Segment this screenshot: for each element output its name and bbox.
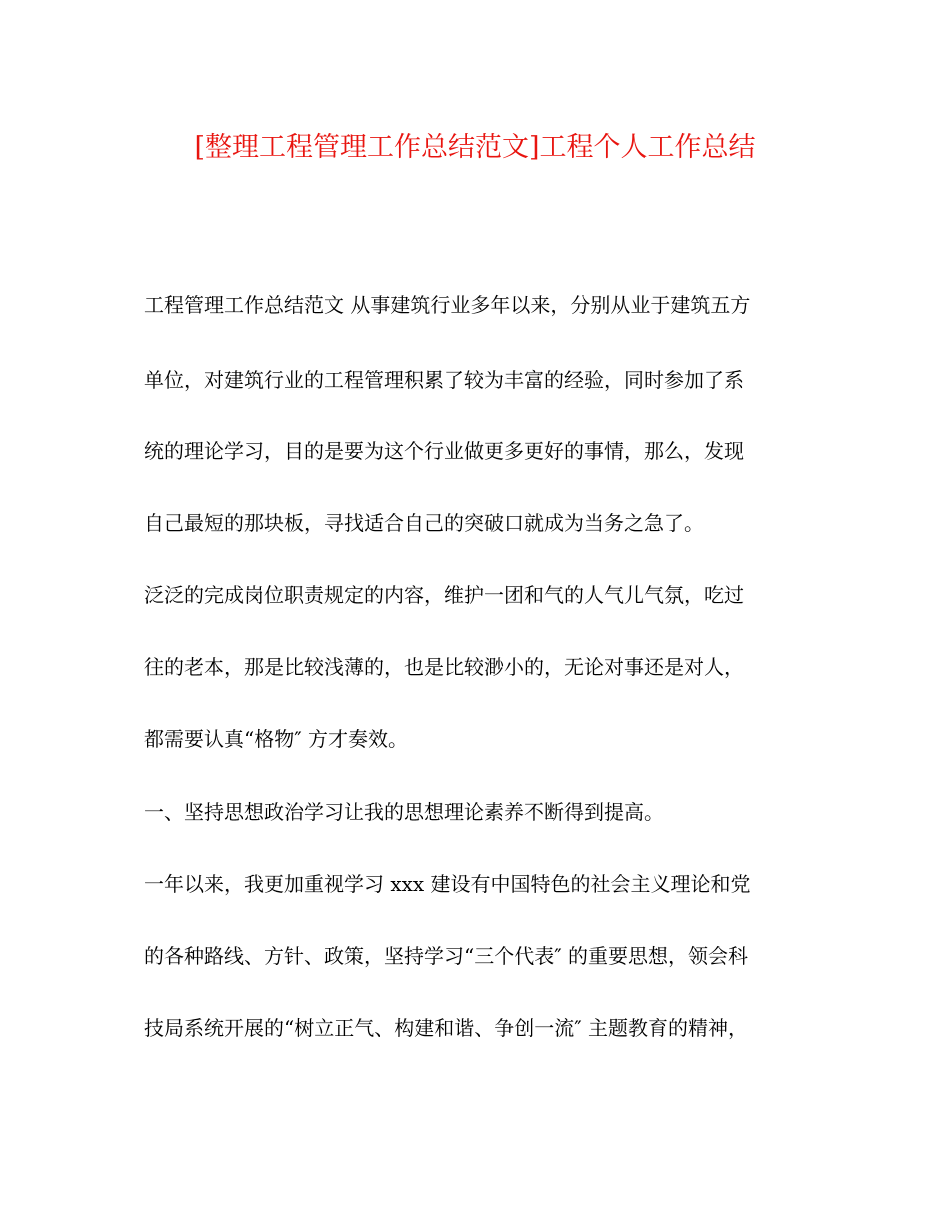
paragraph-line: 往的老本，那是比较浅薄的，也是比较渺小的，无论对事还是对人， — [144, 655, 744, 679]
paragraph-line: 统的理论学习，目的是要为这个行业做更多更好的事情，那么，发现 — [144, 439, 744, 463]
paragraph-line: 一年以来，我更加重视学习 xxx 建设有中国特色的社会主义理论和党 — [144, 872, 751, 896]
paragraph-line: 的各种路线、方针、政策，坚持学习“三个代表″ 的重要思想，领会科 — [144, 944, 749, 968]
section-heading: 一、坚持思想政治学习让我的思想理论素养不断得到提高。 — [144, 800, 664, 824]
paragraph-line: 都需要认真“格物″ 方才奏效。 — [144, 727, 409, 751]
paragraph-line: 单位，对建筑行业的工程管理积累了较为丰富的经验，同时参加了系 — [144, 368, 744, 392]
paragraph-line: 自己最短的那块板，寻找适合自己的突破口就成为当务之急了。 — [144, 511, 704, 535]
paragraph-line: 泛泛的完成岗位职责规定的内容，维护一团和气的人气儿气氛，吃过 — [144, 583, 744, 607]
document-title: [整理工程管理工作总结范文]工程个人工作总结 — [194, 132, 756, 163]
paragraph-line: 工程管理工作总结范文 从事建筑行业多年以来，分别从业于建筑五方 — [144, 293, 751, 317]
paragraph-line: 技局系统开展的“树立正气、构建和谐、争创一流″ 主题教育的精神， — [144, 1016, 749, 1040]
